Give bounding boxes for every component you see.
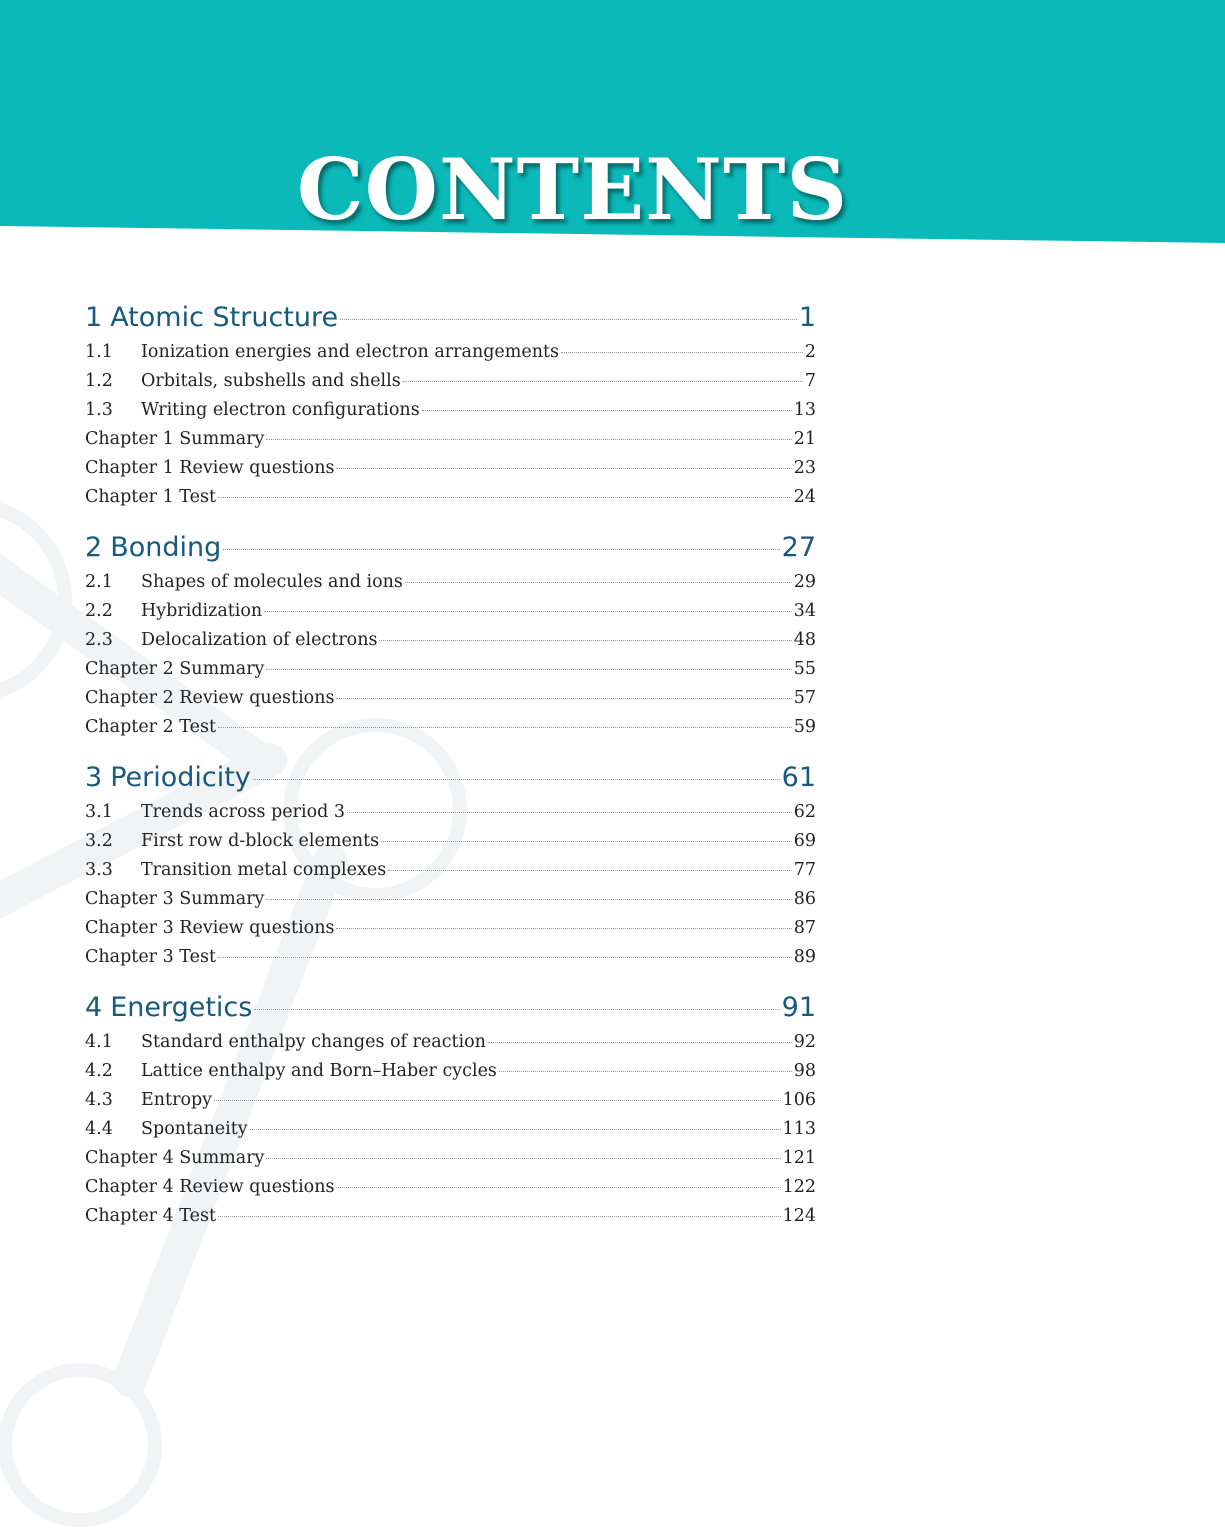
entry-title: Shapes of molecules and ions [141,572,403,592]
dot-leader [381,841,792,842]
toc-entry[interactable] [85,713,816,742]
dot-leader [340,319,797,320]
dot-leader [488,1042,792,1043]
entry-page-number: 87 [793,918,816,938]
chapter-title: Energetics [110,992,253,1023]
chapter-title: Bonding [110,532,222,563]
entry-title: Chapter 4 Review questions [85,1177,335,1197]
section-number: 2.2 [85,601,113,621]
entry-page-number: 113 [782,1119,816,1139]
toc-entry[interactable] [85,684,816,713]
dot-leader [250,1129,781,1130]
toc-entry[interactable] [85,626,816,655]
chapter-number: 1 [85,302,103,333]
entry-title: Hybridization [141,601,263,621]
entry-title: Delocalization of electrons [141,630,378,650]
dot-leader [266,899,791,900]
chapter-page-number: 61 [781,762,816,793]
entry-page-number: 23 [793,458,816,478]
chapter-section [85,760,816,972]
entry-title: Entropy [141,1090,213,1110]
entry-page-number: 2 [804,342,816,362]
chapter-heading[interactable] [85,300,816,336]
entry-title: Chapter 3 Test [85,947,216,967]
chapter-section [85,530,816,742]
toc-entry[interactable] [85,338,816,367]
entry-title: Orbitals, subshells and shells [141,371,401,391]
chapter-number: 4 [85,992,103,1023]
dot-leader [499,1071,792,1072]
section-number: 4.3 [85,1090,113,1110]
chapter-page-number: 1 [798,302,816,333]
entry-title: First row d-block elements [141,831,380,851]
entry-page-number: 13 [793,400,816,420]
entry-page-number: 92 [793,1032,816,1052]
entry-page-number: 24 [793,487,816,507]
toc-entry[interactable] [85,856,816,885]
section-number: 2.3 [85,630,113,650]
entry-title: Chapter 2 Review questions [85,688,335,708]
entry-page-number: 29 [793,572,816,592]
entry-page-number: 106 [782,1090,816,1110]
entry-title: Chapter 1 Test [85,487,216,507]
toc-entry[interactable] [85,483,816,512]
toc-entry[interactable] [85,1028,816,1057]
section-number: 1.2 [85,371,113,391]
entry-page-number: 122 [782,1177,816,1197]
toc-entry[interactable] [85,396,816,425]
section-number: 2.1 [85,572,113,592]
toc-entry[interactable] [85,425,816,454]
chapter-section [85,300,816,512]
toc-entry[interactable] [85,1057,816,1086]
section-number: 3.2 [85,831,113,851]
toc-entry[interactable] [85,943,816,972]
chapter-heading[interactable] [85,760,816,796]
entry-page-number: 7 [804,371,816,391]
chapter-heading[interactable] [85,990,816,1026]
entry-title: Chapter 2 Test [85,717,216,737]
dot-leader [336,468,791,469]
section-number: 4.4 [85,1119,113,1139]
dot-leader [218,727,792,728]
dot-leader [266,1158,780,1159]
section-number: 4.2 [85,1061,113,1081]
section-number: 1.3 [85,400,113,420]
entry-title: Chapter 4 Summary [85,1148,265,1168]
entry-title: Lattice enthalpy and Born–Haber cycles [141,1061,497,1081]
chapter-title: Atomic Structure [110,302,339,333]
entry-page-number: 89 [793,947,816,967]
toc-entry[interactable] [85,454,816,483]
chapter-heading[interactable] [85,530,816,566]
entry-title: Chapter 4 Test [85,1206,216,1226]
table-of-contents [85,300,816,1249]
chapter-page-number: 27 [781,532,816,563]
toc-entry[interactable] [85,914,816,943]
chapter-page-number: 91 [781,992,816,1023]
entry-title: Chapter 3 Summary [85,889,265,909]
chapter-number: 3 [85,762,103,793]
dot-leader [264,611,792,612]
toc-entry[interactable] [85,597,816,626]
entry-page-number: 57 [793,688,816,708]
entry-title: Chapter 1 Review questions [85,458,335,478]
section-number: 3.3 [85,860,113,880]
section-number: 1.1 [85,342,113,362]
entry-page-number: 121 [782,1148,816,1168]
entry-page-number: 98 [793,1061,816,1081]
dot-leader [218,1216,781,1217]
page-title: CONTENTS [296,140,849,239]
entry-page-number: 59 [793,717,816,737]
toc-entry[interactable] [85,1173,816,1202]
entry-title: Transition metal complexes [141,860,387,880]
toc-entry[interactable] [85,1144,816,1173]
dot-leader [388,870,792,871]
toc-entry[interactable] [85,827,816,856]
toc-entry[interactable] [85,1086,816,1115]
entry-page-number: 77 [793,860,816,880]
toc-entry[interactable] [85,885,816,914]
entry-title: Writing electron configurations [141,400,420,420]
dot-leader [336,698,791,699]
toc-entry[interactable] [85,1202,816,1231]
chapter-section [85,990,816,1231]
entry-page-number: 69 [793,831,816,851]
dot-leader [336,928,791,929]
entry-page-number: 21 [793,429,816,449]
toc-entry[interactable] [85,655,816,684]
toc-entry[interactable] [85,798,816,827]
section-number: 4.1 [85,1032,113,1052]
dot-leader [422,410,792,411]
dot-leader [403,381,803,382]
entry-title: Spontaneity [141,1119,248,1139]
dot-leader [561,352,803,353]
toc-entry[interactable] [85,1115,816,1144]
entry-title: Standard enthalpy changes of reaction [141,1032,486,1052]
dot-leader [223,549,779,550]
dot-leader [379,640,791,641]
entry-title: Ionization energies and electron arrangements [141,342,560,362]
dot-leader [254,1009,779,1010]
entry-page-number: 124 [782,1206,816,1226]
dot-leader [214,1100,781,1101]
entry-title: Chapter 1 Summary [85,429,265,449]
entry-title: Chapter 3 Review questions [85,918,335,938]
toc-entry[interactable] [85,367,816,396]
entry-page-number: 62 [793,802,816,822]
dot-leader [347,812,792,813]
dot-leader [253,779,780,780]
entry-page-number: 86 [793,889,816,909]
dot-leader [266,439,791,440]
toc-entry[interactable] [85,568,816,597]
dot-leader [218,497,792,498]
dot-leader [336,1187,780,1188]
chapter-number: 2 [85,532,103,563]
dot-leader [266,669,791,670]
entry-title: Trends across period 3 [141,802,346,822]
section-number: 3.1 [85,802,113,822]
entry-page-number: 55 [793,659,816,679]
dot-leader [218,957,792,958]
entry-title: Chapter 2 Summary [85,659,265,679]
entry-page-number: 48 [793,630,816,650]
chapter-title: Periodicity [110,762,251,793]
entry-page-number: 34 [793,601,816,621]
dot-leader [405,582,792,583]
